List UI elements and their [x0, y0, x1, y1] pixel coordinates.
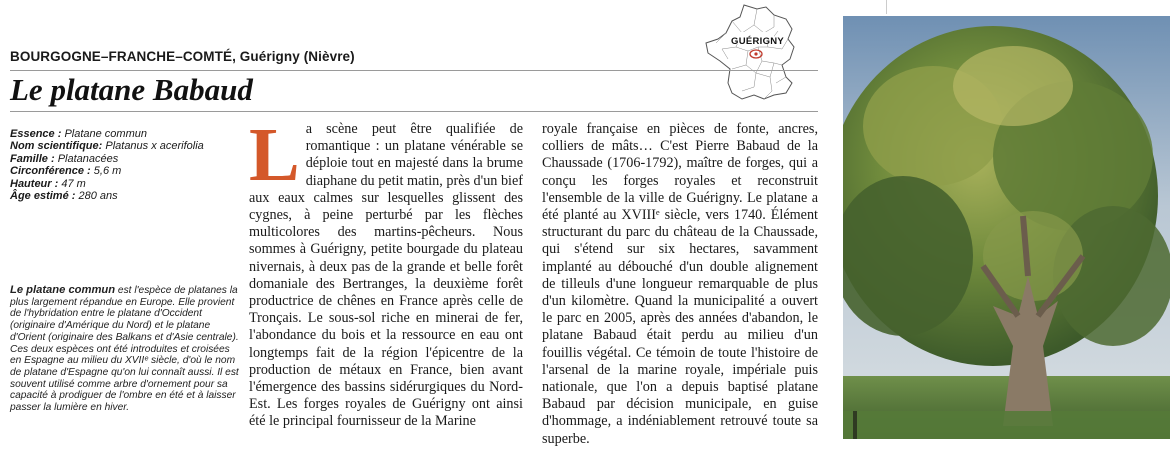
- region-name: BOURGOGNE–FRANCHE–COMTÉ,: [10, 49, 236, 64]
- fact-row: Nom scientifique: Platanus x acerifolia: [10, 140, 204, 153]
- fact-row: Âge estimé : 280 ans: [10, 190, 118, 203]
- sidebar-text: [10, 285, 242, 414]
- column-1-text: a scène peut être qualifiée de romantique : un platane vénérable se déploie tout en majesté dans la brume diaphane du petit matin, près d'un bief aux eaux calmes sur lesquelles glissent des cygnes, à peine perturbé par les flèches multicolores des martins-pêcheurs. Nous sommes à Guérigny, petite bourgade du plateau nivernais, à deux pas de la grande et belle forêt domaniale des Bertranges, la deuxième forêt productrice de chênes en France après celle de Tronçais. Le sous-sol riche en minerai de fer, l'abondance du bois et la ressource en eau ont longtemps fait de la région l'épicentre de la production de métaux en France, bien avant l'émergence des bassins sidérurgiques du Nord-Est. Les forges royales de Guérigny ont ainsi été le principal fournisseur de la Marine: [249, 121, 523, 430]
- france-map-icon: [702, 3, 800, 103]
- map-label: GUÉRIGNY: [731, 36, 785, 47]
- place-name: Guérigny (Nièvre): [239, 49, 355, 64]
- article-column-1: [249, 113, 523, 431]
- article-column-2: [542, 121, 818, 448]
- plane-tree-photo: [843, 16, 1170, 439]
- fact-row: Famille : Platanacées: [10, 152, 119, 165]
- page-gutter-divider: [886, 0, 887, 14]
- fact-row: Hauteur : 47 m: [10, 177, 86, 190]
- tree-facts: [10, 128, 240, 202]
- fact-row: Circonférence : 5,6 m: [10, 165, 122, 178]
- sidebar-lead: Le platane commun: [10, 284, 116, 296]
- title-rule: [10, 111, 818, 112]
- fact-row: Essence : Platane commun: [10, 128, 147, 140]
- column-2-text: royale française en pièces de fonte, ancres, colliers de mâts… C'est Pierre Babaud de la Chaussade (1706-1792), maître de forges, qui a conçu les forges royales et reconstruit l'ensemble de la ville de Guérigny. Le platane a été planté au XVIIIᵉ siècle, vers 1740. Élément structurant du parc du château de la Chaussade, qui s'étend sur six hectares, savamment implanté au débouché d'un double alignement de tilleuls d'une longueur remarquable de plus d'un kilomètre. Quand la municipalité a ouvert le parc en 2005, après des années d'abandon, le platane Babaud était perdu au milieu d'un fouillis végétal. Ce témoin de toute l'histoire de l'arsenal de la marine royale, impériale puis nationale, que l'on a depuis baptisé platane Babaud par décision municipale, en guise d'hommage, a indéniablement retrouvé toute sa superbe.: [542, 121, 818, 447]
- sidebar-body: est l'espèce de platanes la plus largement répandue en Europe. Elle provient de l'hybridation entre le platane d'Occident (originaire d'Amérique du Nord) et le platane d'Orient (originaire des Balkans et d'Asie centrale). Ces deux espèces ont été introduites et croisées en Espagne au milieu du XVIIᵉ siècle, d'où le nom de platane d'Espagne qu'on lui connaît aussi. Il est souvent utilisé comme arbre d'ornement pour sa capacité à prodiguer de l'ombre en été et à laisser passer la lumière en hiver.: [10, 285, 239, 414]
- article-title: Le platane Babaud: [10, 72, 253, 107]
- drop-cap: L: [249, 113, 300, 197]
- region-heading: [10, 49, 355, 64]
- header-rule: [10, 70, 818, 71]
